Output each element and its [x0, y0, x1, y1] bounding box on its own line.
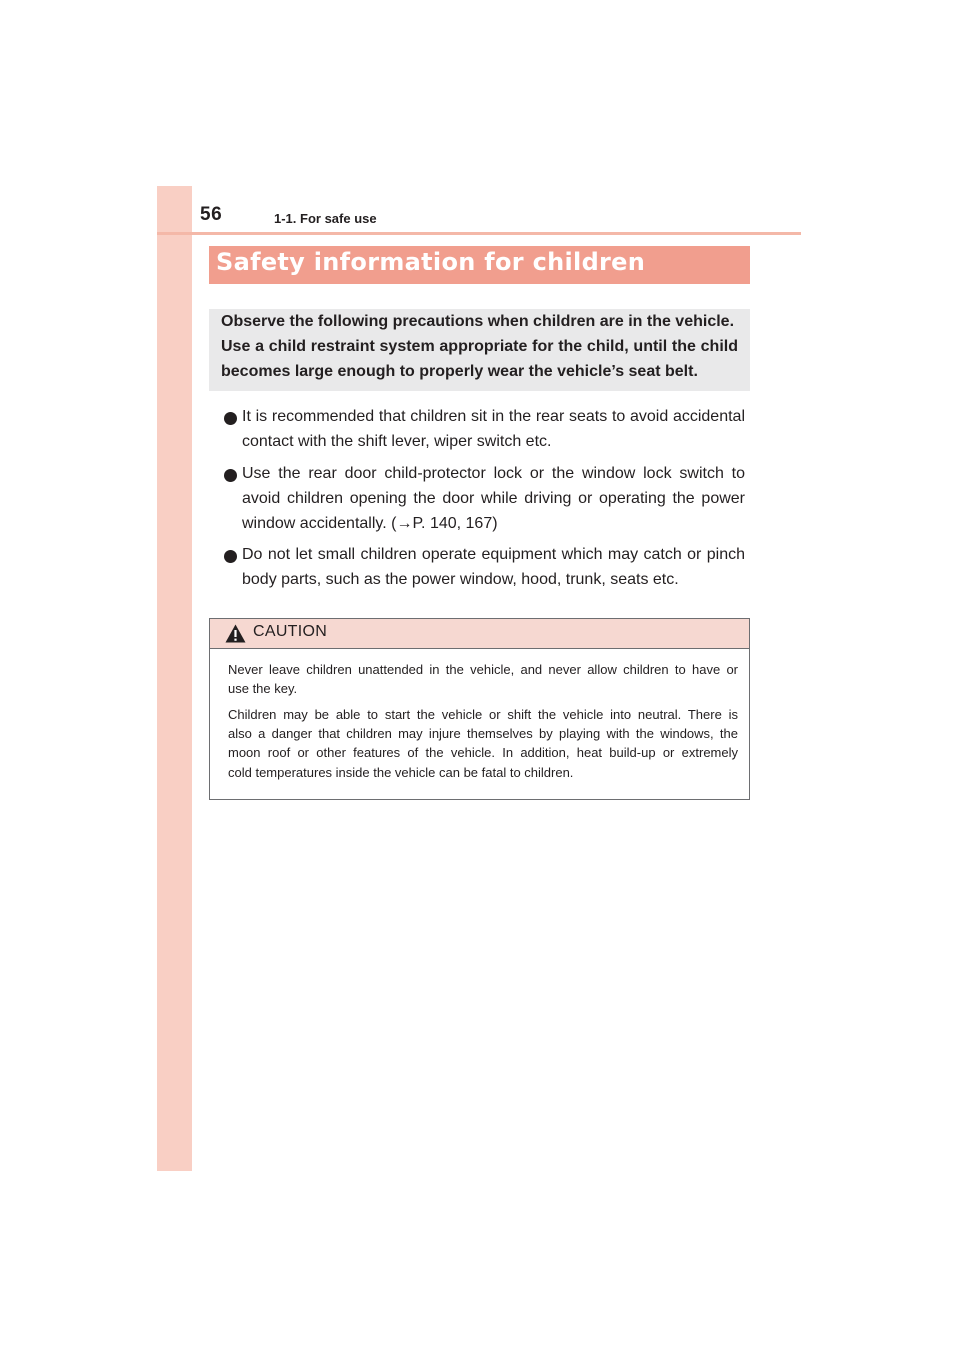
list-item-line: Use the rear door child-protector lock or the window lock switch to [242, 465, 745, 482]
warning-triangle-icon [225, 624, 246, 643]
caution-text-line: cold temperatures inside the vehicle can be fatal to children. [228, 765, 574, 780]
list-item-line: avoid children opening the door while driving or operating the power [242, 490, 745, 507]
title-bar [209, 246, 750, 284]
section-label: 1-1. For safe use [274, 211, 377, 226]
intro-line: Observe the following precautions when children are in the vehicle. [221, 313, 735, 330]
bullet-dot-icon [224, 469, 237, 482]
intro-box [209, 309, 750, 391]
caution-text-line: also a danger that children may injure themselves by playing with the windows, the [228, 726, 738, 741]
intro-line: becomes large enough to properly wear the vehicle’s seat belt. [221, 363, 698, 380]
intro-line: Use a child restraint system appropriate for the child, until the child [221, 338, 738, 355]
list-item-line: It is recommended that children sit in the rear seats to avoid accidental [242, 408, 745, 425]
caution-header [210, 619, 749, 649]
caution-text-line: moon roof or other features of the vehicle. In addition, heat build-up or extremely [228, 745, 738, 760]
caution-text-line: Never leave children unattended in the vehicle, and never allow children to have or [228, 662, 738, 677]
list-item-line: Do not let small children operate equipment which may catch or pinch [242, 546, 745, 563]
list-item-line: contact with the shift lever, wiper switch etc. [242, 433, 552, 450]
side-tab [157, 186, 192, 1171]
list-item-line: body parts, such as the power window, hood, trunk, seats etc. [242, 571, 679, 588]
page-title: Safety information for children [216, 248, 646, 276]
bullet-dot-icon [224, 412, 237, 425]
page-number: 56 [200, 204, 223, 225]
caution-label: CAUTION [253, 623, 328, 640]
caution-text-line: Children may be able to start the vehicle or shift the vehicle into neutral. There is [228, 707, 738, 722]
caution-box [209, 618, 750, 800]
list-item-line: window accidentally. (→P. 140, 167) [242, 515, 498, 532]
header-rule [157, 232, 801, 235]
bullet-dot-icon [224, 550, 237, 563]
caution-text-line: use the key. [228, 681, 298, 696]
